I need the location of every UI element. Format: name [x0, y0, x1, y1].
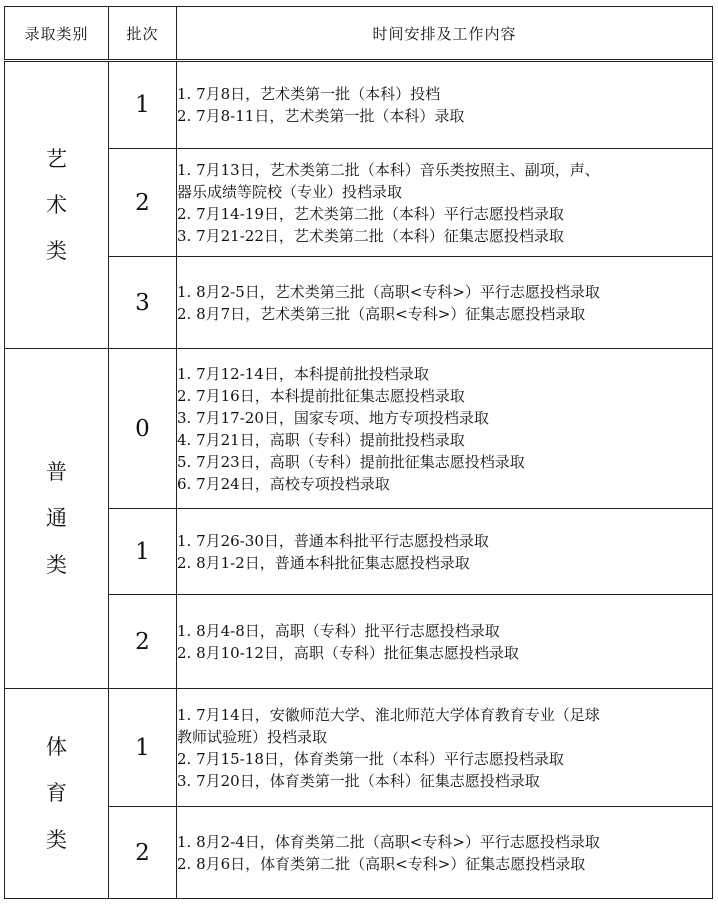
- schedule-line: 1. 8月2-5日，艺术类第三批（高职<专科>）平行志愿投档录取: [177, 282, 600, 301]
- schedule-line: 3. 7月21-22日，艺术类第二批（本科）征集志愿投档录取: [177, 226, 564, 245]
- admission-schedule-table: [4, 6, 713, 899]
- category-char: 术: [46, 192, 67, 217]
- table-row: [5, 349, 713, 509]
- batch-number: 1: [109, 509, 177, 595]
- schedule-line: 2. 8月10-12日，高职（专科）批征集志愿投档录取: [177, 643, 519, 662]
- header-batch: 批次: [109, 7, 177, 61]
- table-body: [5, 61, 713, 899]
- schedule-line: 1. 8月2-4日，体育类第二批（高职<专科>）平行志愿投档录取: [177, 832, 600, 851]
- category-char: 普: [46, 460, 67, 485]
- header-content: 时间安排及工作内容: [177, 7, 713, 61]
- category-cell: [5, 349, 109, 689]
- schedule-line: 2. 8月1-2日，普通本科批征集志愿投档录取: [177, 553, 470, 572]
- schedule-line: 1. 7月26-30日，普通本科批平行志愿投档录取: [177, 531, 489, 550]
- schedule-line: 2. 7月14-19日，艺术类第二批（本科）平行志愿投档录取: [177, 204, 564, 223]
- schedule-line: 1. 7月14日，安徽师范大学、淮北师范大学体育教育专业（足球: [177, 705, 600, 724]
- schedule-line: 3. 7月17-20日，国家专项、地方专项投档录取: [177, 408, 489, 427]
- category-char: 通: [46, 506, 67, 531]
- schedule-content: [177, 509, 713, 595]
- category-cell: [5, 61, 109, 349]
- category-char: 体: [46, 735, 67, 760]
- schedule-line: 1. 7月8日，艺术类第一批（本科）投档: [177, 85, 441, 103]
- header-row: [5, 7, 713, 61]
- category-char: 育: [46, 781, 67, 806]
- schedule-line: 4. 7月21日，高职（专科）提前批投档录取: [177, 430, 465, 449]
- table-row: [5, 689, 713, 807]
- schedule-line: 6. 7月24日，高校专项投档录取: [177, 474, 390, 493]
- schedule-line: 2. 7月8-11日，艺术类第一批（本科）录取: [177, 107, 465, 125]
- batch-number: 1: [109, 689, 177, 807]
- category-cell: [5, 689, 109, 899]
- schedule-line: 2. 8月6日，体育类第二批（高职<专科>）征集志愿投档录取: [177, 854, 586, 873]
- table-row: [5, 61, 713, 149]
- batch-number: 1: [109, 61, 177, 149]
- schedule-content: [177, 807, 713, 899]
- table-row: [5, 807, 713, 899]
- schedule-line: 5. 7月23日，高职（专科）提前批征集志愿投档录取: [177, 452, 525, 471]
- schedule-line: 1. 7月12-14日，本科提前批投档录取: [177, 364, 429, 383]
- batch-number: 3: [109, 257, 177, 349]
- header-category: 录取类别: [5, 7, 109, 61]
- schedule-content: [177, 595, 713, 689]
- table-row: [5, 257, 713, 349]
- batch-number: 2: [109, 595, 177, 689]
- table-header: [5, 7, 713, 61]
- table-row: [5, 595, 713, 689]
- batch-number: 2: [109, 149, 177, 257]
- schedule-content: [177, 349, 713, 509]
- table-row: [5, 509, 713, 595]
- batch-number: 2: [109, 807, 177, 899]
- category-char: 类: [46, 239, 67, 264]
- table-row: [5, 149, 713, 257]
- schedule-line: 2. 8月7日，艺术类第三批（高职<专科>）征集志愿投档录取: [177, 304, 586, 323]
- schedule-line: 3. 7月20日，体育类第一批（本科）征集志愿投档录取: [177, 771, 540, 790]
- schedule-line: 1. 8月4-8日，高职（专科）批平行志愿投档录取: [177, 621, 500, 640]
- schedule-content: [177, 61, 713, 149]
- schedule-line: 1. 7月13日，艺术类第二批（本科）音乐类按照主、副项，声、: [177, 160, 600, 179]
- schedule-line: 2. 7月16日，本科提前批征集志愿投档录取: [177, 386, 465, 405]
- batch-number: 0: [109, 349, 177, 509]
- schedule-content: [177, 149, 713, 257]
- schedule-line: 教师试验班）投档录取: [177, 727, 328, 746]
- schedule-content: [177, 257, 713, 349]
- category-char: 艺: [46, 146, 67, 171]
- schedule-line: 器乐成绩等院校（专业）投档录取: [177, 182, 403, 201]
- category-char: 类: [46, 552, 67, 577]
- category-char: 类: [46, 827, 67, 852]
- schedule-line: 2. 7月15-18日，体育类第一批（本科）平行志愿投档录取: [177, 749, 564, 768]
- schedule-content: [177, 689, 713, 807]
